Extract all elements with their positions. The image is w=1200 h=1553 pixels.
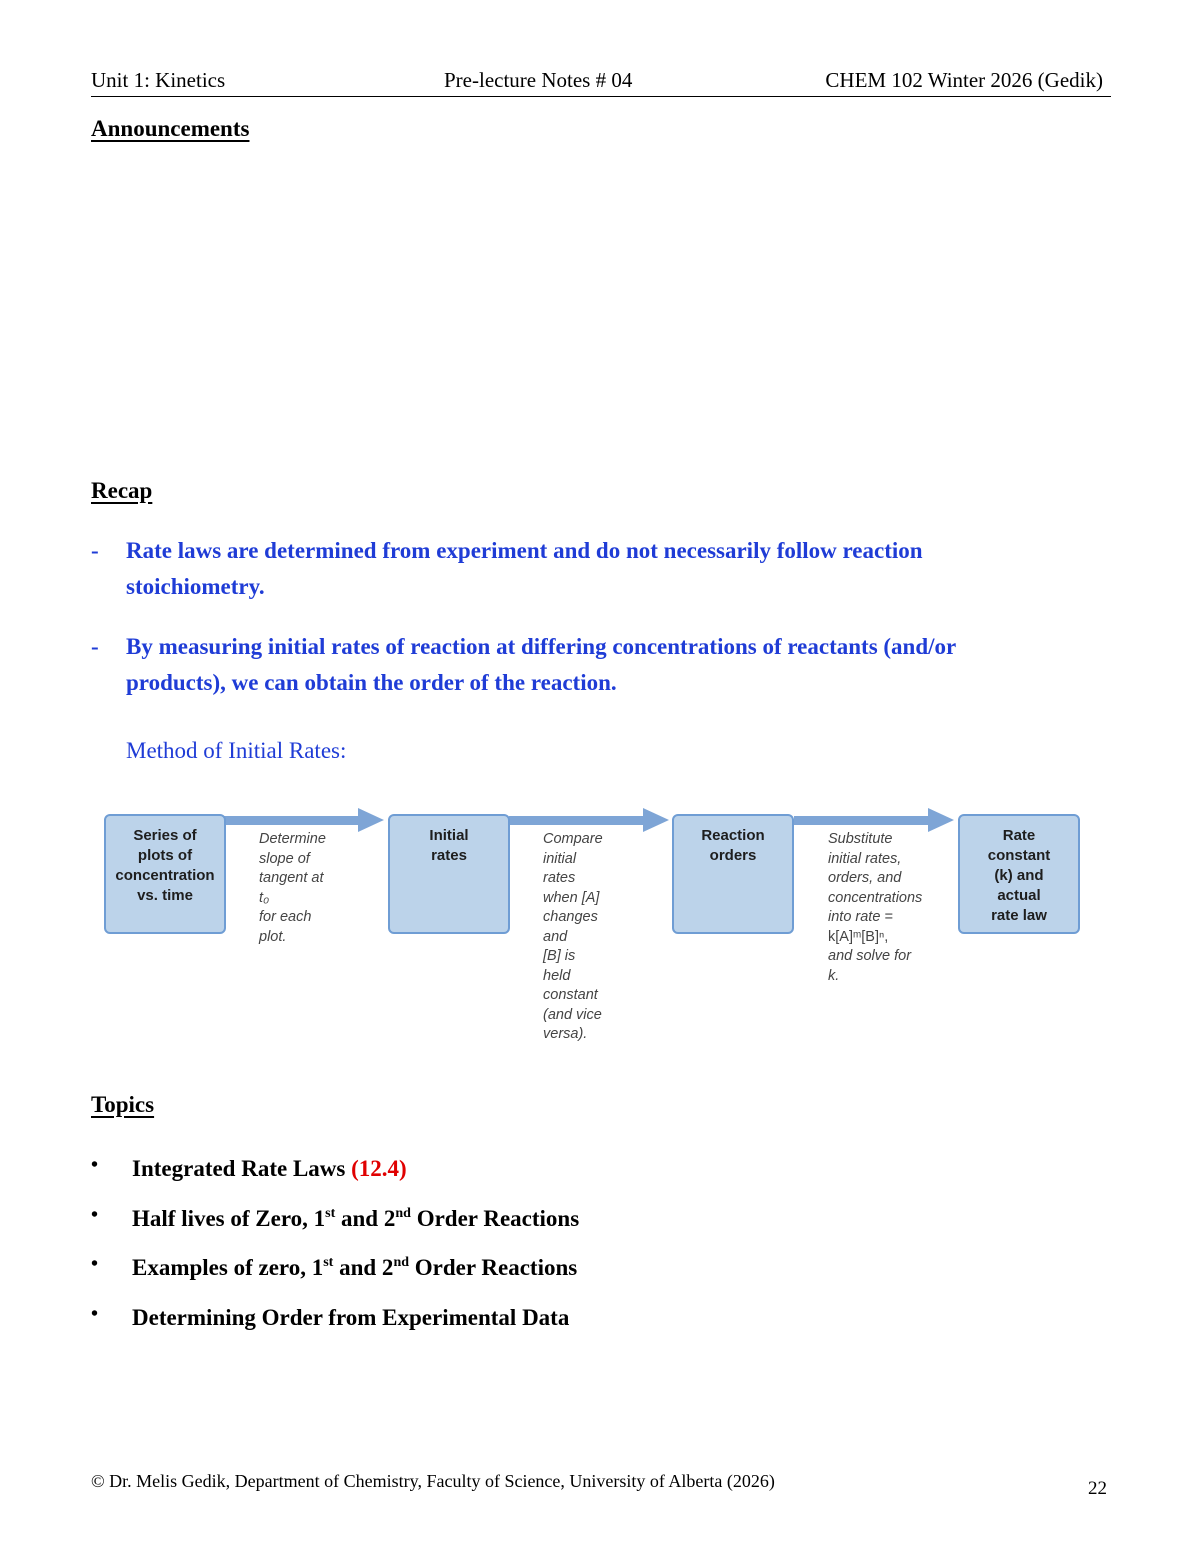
bullet-icon: • (91, 1204, 99, 1226)
flow-note-compare-rates: Compare initial rates when [A] changes and [B] is held constant (and vice versa). (543, 831, 603, 1042)
bullet-icon: • (91, 1253, 99, 1275)
method-of-initial-rates-title: Method of Initial Rates: (126, 738, 347, 763)
flow-arrow-2 (509, 816, 645, 825)
flow-box-concentration-plots: Series of plots of concentration vs. time (104, 814, 226, 934)
header-unit: Unit 1: Kinetics (91, 68, 226, 92)
page-number: 22 (1088, 1478, 1107, 1499)
arrow-right-icon (358, 808, 384, 832)
flow-arrow-1 (224, 816, 360, 825)
bullet-icon: • (91, 1154, 99, 1176)
topic-text: Examples of zero, 1st and 2nd Order Reactions (132, 1255, 578, 1280)
flow-box-reaction-orders: Reaction orders (672, 814, 794, 934)
arrow-right-icon (643, 808, 669, 832)
recap-heading: Recap (91, 478, 153, 503)
topic-text: Determining Order from Experimental Data (132, 1305, 570, 1330)
topics-heading: Topics (91, 1092, 155, 1117)
header-notes-title: Pre-lecture Notes # 04 (444, 68, 633, 92)
bullet-icon: • (91, 1303, 99, 1325)
topic-text: Half lives of Zero, 1st and 2nd Order Reactions (132, 1206, 580, 1231)
flow-box-rate-constant: Rate constant (k) and actual rate law (958, 814, 1080, 934)
recap-point-2-text: By measuring initial rates of reaction at differing concentrations of reactants (and/or products), we can obtain the order of the reaction. (126, 634, 957, 695)
page-header (91, 66, 1111, 97)
header-course: CHEM 102 Winter 2026 (Gedik) (825, 68, 1103, 92)
arrow-right-icon (928, 808, 954, 832)
dash-marker: - (91, 538, 99, 563)
flow-box-initial-rates: Initial rates (388, 814, 510, 934)
copyright-footer: © Dr. Melis Gedik, Department of Chemistry, Faculty of Science, University of Alberta (2026) (91, 1471, 775, 1491)
textbook-reference: (12.4) (351, 1156, 407, 1181)
announcements-heading: Announcements (91, 116, 250, 141)
flow-note-determine-slope: Determine slope of tangent at t₀ for each plot. (259, 831, 326, 945)
dash-marker: - (91, 634, 99, 659)
recap-point-1-text: Rate laws are determined from experiment and do not necessarily follow reaction stoichiometry. (126, 538, 923, 599)
topic-text: Integrated Rate Laws (12.4) (132, 1156, 407, 1181)
flow-arrow-3 (794, 816, 930, 825)
flow-note-substitute: Substitute initial rates, orders, and concentrations into rate = k[A]ᵐ[B]ⁿ, and solve for k. (828, 831, 923, 984)
